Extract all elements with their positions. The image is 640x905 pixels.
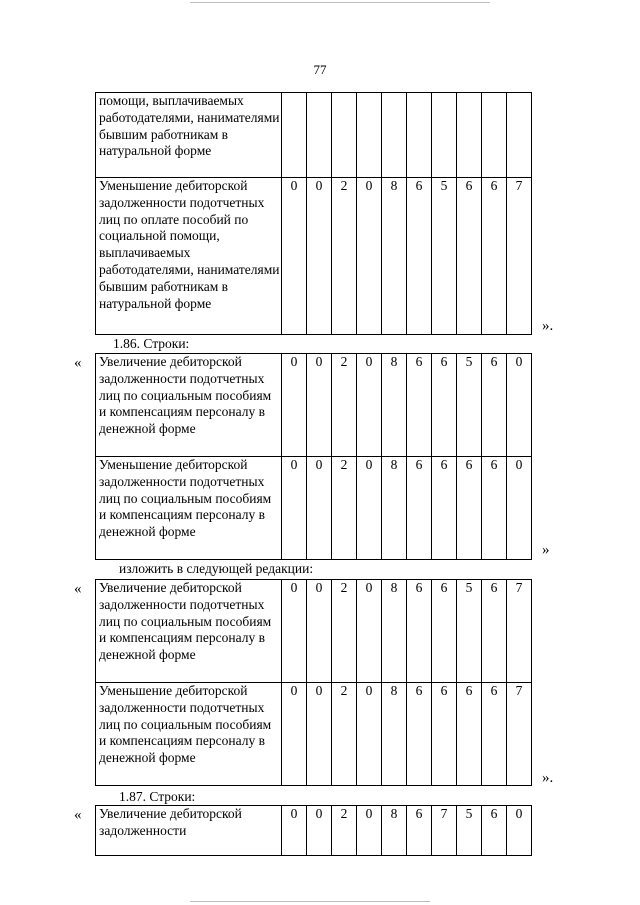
code-cell: 0 — [307, 806, 332, 856]
code-cell: 6 — [482, 354, 507, 457]
row-description: Уменьшение дебиторской задолженности подотчетных лиц по оплате пособий по социальной помощи, выплачиваемых работодателями, нанимателями бывшим работникам в натуральной форме — [96, 178, 282, 335]
table-row — [96, 683, 532, 786]
code-cell: 8 — [382, 354, 407, 457]
code-cell: 0 — [357, 354, 382, 457]
code-cell: 6 — [482, 683, 507, 786]
code-cell: 0 — [282, 806, 307, 856]
code-cell: 6 — [482, 580, 507, 683]
row-description: Увеличение дебиторской задолженности — [96, 806, 282, 856]
table-block-2 — [95, 353, 532, 560]
code-cell — [332, 93, 357, 178]
code-cell: 0 — [282, 580, 307, 683]
code-cell: 6 — [482, 457, 507, 560]
code-cell: 7 — [432, 806, 457, 856]
table-row — [96, 580, 532, 683]
table-block-4 — [95, 805, 532, 856]
code-cell: 6 — [407, 806, 432, 856]
code-cell: 7 — [507, 683, 532, 786]
code-cell: 0 — [307, 580, 332, 683]
code-cell: 6 — [407, 683, 432, 786]
code-cell: 0 — [357, 683, 382, 786]
code-cell: 5 — [457, 580, 482, 683]
table-row — [96, 457, 532, 560]
code-cell: 8 — [382, 580, 407, 683]
code-cell — [482, 93, 507, 178]
row-description: помощи, выплачиваемых работодателями, нанимателями бывшим работникам в натуральной форме — [96, 93, 282, 178]
code-cell: 6 — [432, 580, 457, 683]
code-cell — [457, 93, 482, 178]
row-description: Уменьшение дебиторской задолженности подотчетных лиц по социальным пособиям и компенсациям персоналу в денежной форме — [96, 457, 282, 560]
code-cell: 6 — [407, 354, 432, 457]
code-cell: 0 — [282, 178, 307, 335]
code-cell: 5 — [457, 354, 482, 457]
code-cell — [407, 93, 432, 178]
code-cell: 6 — [457, 683, 482, 786]
code-cell: 8 — [382, 178, 407, 335]
close-quote: ». — [542, 770, 554, 786]
code-cell: 2 — [332, 354, 357, 457]
close-quote: » — [542, 542, 550, 558]
section-heading-1-86: 1.86. Строки: — [113, 336, 190, 351]
open-quote: « — [74, 581, 82, 597]
code-cell: 0 — [357, 580, 382, 683]
scan-bottom-edge — [190, 901, 430, 902]
edit-heading: изложить в следующей редакции: — [119, 561, 314, 576]
table-block-1 — [95, 92, 532, 335]
scan-top-edge — [190, 2, 490, 3]
code-cell: 6 — [482, 806, 507, 856]
code-cell: 0 — [282, 683, 307, 786]
code-cell: 0 — [507, 354, 532, 457]
code-cell — [282, 93, 307, 178]
code-cell: 6 — [457, 457, 482, 560]
code-cell: 2 — [332, 580, 357, 683]
code-cell: 0 — [357, 457, 382, 560]
section-heading-1-87: 1.87. Строки: — [119, 789, 196, 804]
code-cell: 0 — [307, 354, 332, 457]
page-number: 77 — [313, 62, 327, 77]
code-cell: 8 — [382, 806, 407, 856]
code-cell — [357, 93, 382, 178]
table-block-3 — [95, 579, 532, 786]
code-cell: 8 — [382, 457, 407, 560]
code-cell: 0 — [507, 457, 532, 560]
code-cell: 2 — [332, 178, 357, 335]
open-quote: « — [74, 355, 82, 371]
code-cell: 6 — [432, 683, 457, 786]
code-cell: 5 — [432, 178, 457, 335]
code-cell — [432, 93, 457, 178]
code-cell: 2 — [332, 457, 357, 560]
open-quote: « — [74, 807, 82, 823]
table-row — [96, 806, 532, 856]
code-cell: 0 — [357, 806, 382, 856]
code-cell: 0 — [357, 178, 382, 335]
close-quote: ». — [542, 318, 554, 334]
row-description: Уменьшение дебиторской задолженности подотчетных лиц по социальным пособиям и компенсациям персоналу в денежной форме — [96, 683, 282, 786]
code-cell: 2 — [332, 806, 357, 856]
code-cell: 0 — [307, 683, 332, 786]
code-cell: 2 — [332, 683, 357, 786]
code-cell: 6 — [407, 178, 432, 335]
table-row — [96, 354, 532, 457]
code-cell: 7 — [507, 178, 532, 335]
code-cell — [507, 93, 532, 178]
code-cell: 6 — [407, 580, 432, 683]
row-description: Увеличение дебиторской задолженности подотчетных лиц по социальным пособиям и компенсациям персоналу в денежной форме — [96, 354, 282, 457]
code-cell: 7 — [507, 580, 532, 683]
table-row — [96, 93, 532, 178]
code-cell: 5 — [457, 806, 482, 856]
code-cell: 6 — [407, 457, 432, 560]
code-cell: 6 — [432, 354, 457, 457]
code-cell — [382, 93, 407, 178]
code-cell: 0 — [307, 457, 332, 560]
code-cell — [307, 93, 332, 178]
code-cell: 6 — [457, 178, 482, 335]
code-cell: 0 — [282, 457, 307, 560]
code-cell: 0 — [307, 178, 332, 335]
code-cell: 6 — [482, 178, 507, 335]
table-row — [96, 178, 532, 335]
code-cell: 8 — [382, 683, 407, 786]
row-description: Увеличение дебиторской задолженности подотчетных лиц по социальным пособиям и компенсациям персоналу в денежной форме — [96, 580, 282, 683]
code-cell: 0 — [282, 354, 307, 457]
code-cell: 6 — [432, 457, 457, 560]
code-cell: 0 — [507, 806, 532, 856]
